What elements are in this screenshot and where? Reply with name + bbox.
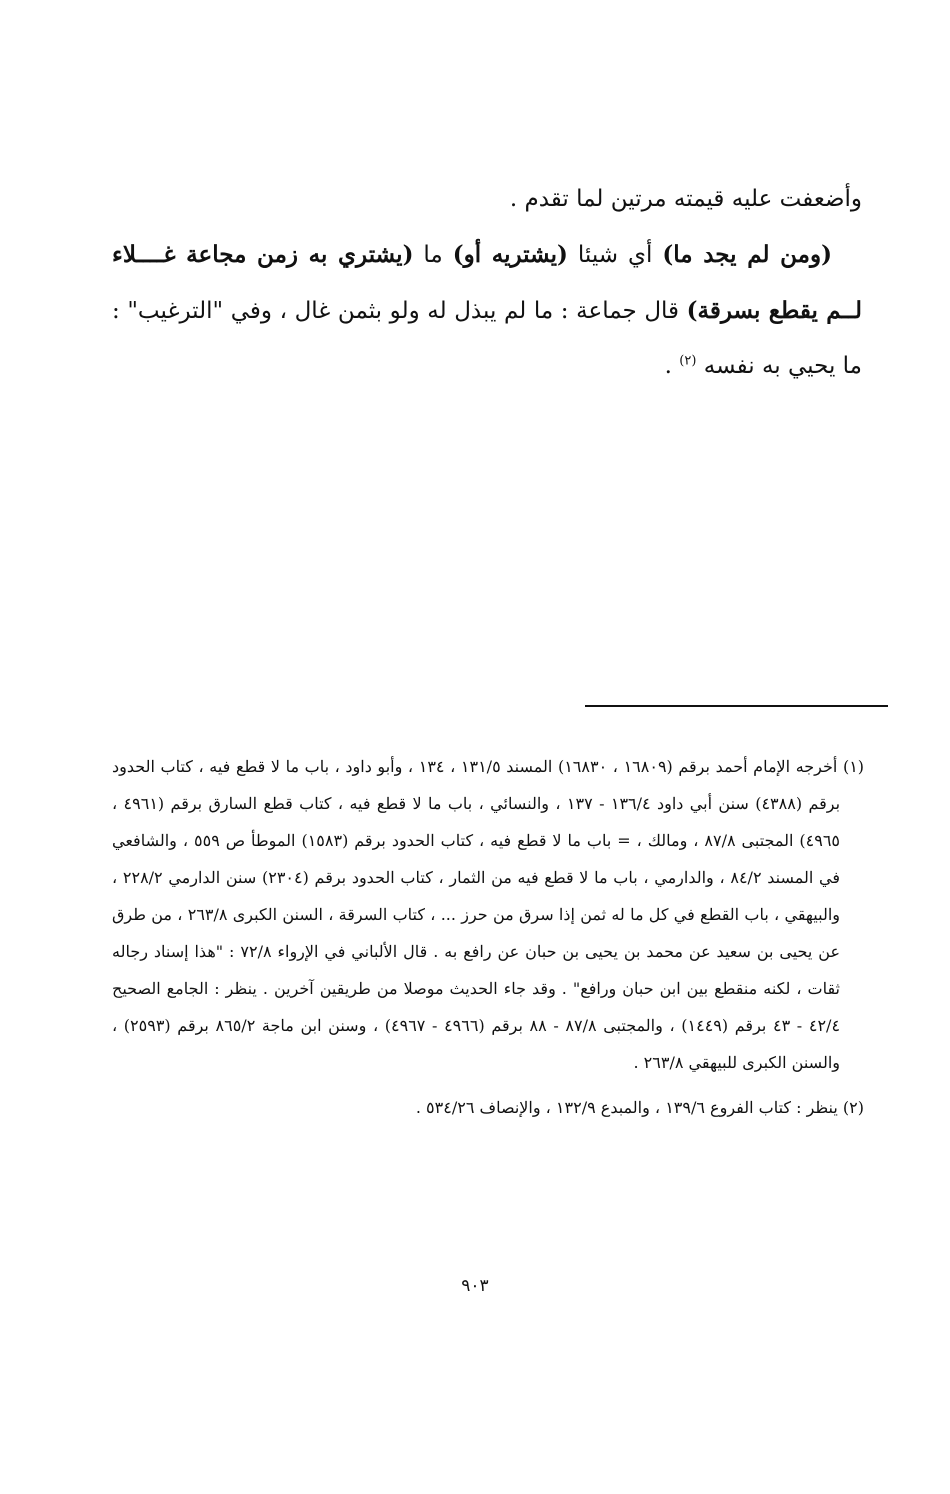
bold-phrase-3: (يشتري به زمن مجاعة غــــلاء لــم يقطع بسرقة) xyxy=(112,241,862,324)
bold-phrase-2: (يشتريه أو) xyxy=(452,241,568,268)
main-text xyxy=(112,172,862,394)
footnote-separator xyxy=(585,705,888,707)
plain-phrase-1: أي شيئا xyxy=(567,242,663,268)
text-line-1: وأضعفت عليه قيمته مرتين لما تقدم . xyxy=(509,186,862,212)
footnote-ref-2[interactable]: (٢) xyxy=(679,353,697,369)
footnotes xyxy=(112,748,864,1134)
paragraph-end: . xyxy=(664,353,680,379)
page-number: ٩٠٣ xyxy=(461,1276,489,1296)
plain-phrase-2: ما xyxy=(413,242,453,268)
footnote-1: (١) أخرجه الإمام أحمد برقم (١٦٨٠٩ ، ١٦٨٣٠) المسند ١٣١/٥ ، ١٣٤ ، وأبو داود ، باب ما لا قطع فيه ، كتاب الحدود برقم (٤٣٨٨) سنن أبي داود ١٣٦/٤ - ١٣٧ ، والنسائي ، باب ما لا قطع فيه ، كتاب قطع السارق برقم (٤٩٦١ ، ٤٩٦٥) المجتبى ٨٧/٨ ، ومالك ، = باب ما لا قطع فيه ، كتاب الحدود برقم (١٥٨٣) الموطأ ص ٥٥٩ ، والشافعي في المسند ٨٤/٢ ، والدارمي ، باب ما لا قطع فيه من الثمار ، كتاب الحدود برقم (٢٣٠٤) سنن الدارمي ٢٢٨/٢ ، والبيهقي ، باب القطع في كل ما له ثمن إذا سرق من حرز ... ، كتاب السرقة ، السنن الكبرى ٢٦٣/٨ ، من طرق عن يحيى بن سعيد عن محمد بن يحيى بن حبان عن رافع به . قال الألباني في الإرواء ٧٢/٨ : "هذا إسناد رجاله ثقات ، لكنه منقطع بين ابن حبان ورافع" . وقد جاء الحديث موصلا من طريقين آخرين . ينظر : الجامع الصحيح ٤٢/٤ - ٤٣ برقم (١٤٤٩) ، والمجتبى ٨٧/٨ - ٨٨ برقم (٤٩٦٦ - ٤٩٦٧) ، وسنن ابن ماجة ٨٦٥/٢ برقم (٢٥٩٣) ، والسنن الكبرى للبيهقي ٢٦٣/٨ . xyxy=(112,757,865,1072)
bold-phrase-1: (ومن لم يجد ما) xyxy=(662,241,832,268)
footnote-2: (٢) ينظر : كتاب الفروع ١٣٩/٦ ، والمبدع ١٣٢/٩ ، والإنصاف ٥٣٤/٢٦ . xyxy=(415,1098,864,1117)
text-paragraph-2 xyxy=(112,227,862,394)
plain-phrase-3: قال جماعة : ما لم يبذل له ولو بثمن غال ، وفي "الترغيب" : ما يحيي به نفسه xyxy=(112,298,862,379)
